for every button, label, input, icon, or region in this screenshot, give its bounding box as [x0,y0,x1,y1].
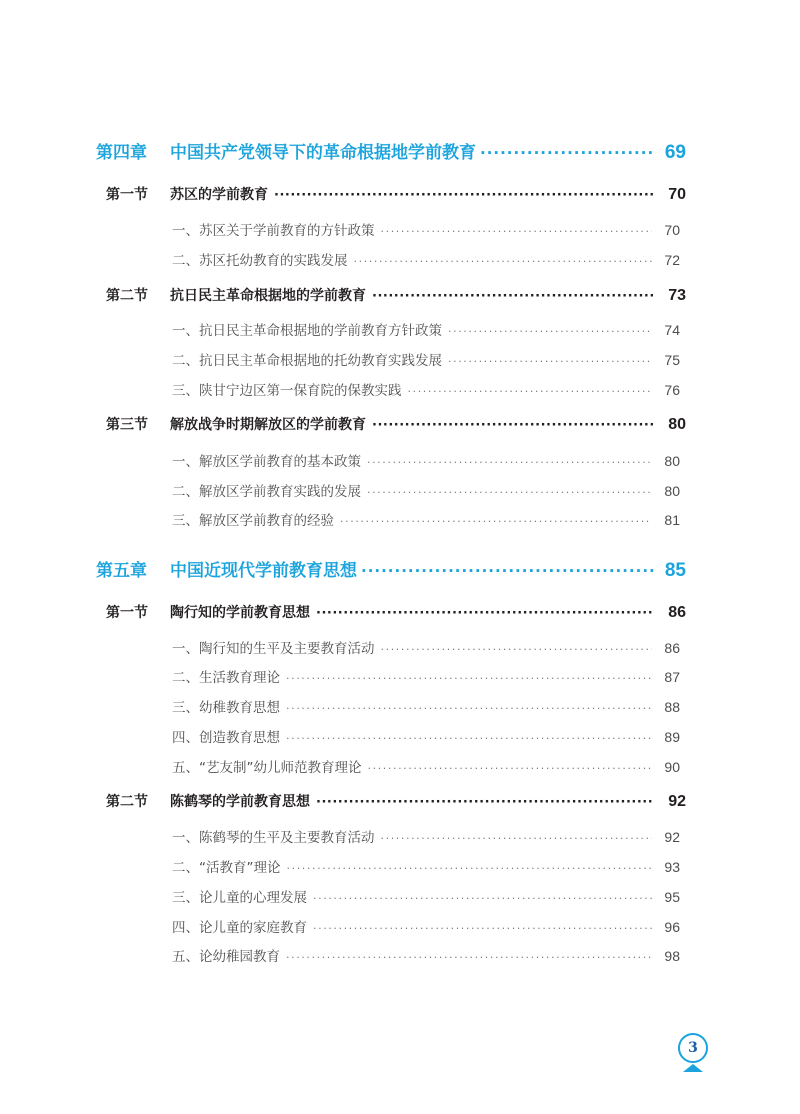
toc-section[interactable] [106,184,686,204]
toc-item[interactable] [172,916,680,936]
toc-item[interactable] [172,826,680,846]
page-ref: 76 [664,382,680,398]
dot-leader [340,515,652,528]
dot-leader [408,385,653,398]
dot-leader [287,862,653,875]
page-ref: 73 [668,287,686,304]
dot-leader [313,922,652,935]
toc-chapter-5[interactable] [96,556,686,582]
section-label: 第二节 [106,794,148,810]
dot-leader [448,355,652,368]
dot-leader [480,144,654,162]
toc-item[interactable] [172,509,680,529]
dot-leader [372,289,654,304]
chapter-title: 中国近现代学前教育思想 [170,561,357,581]
page-ref: 86 [664,640,680,656]
item-title: 五、“艺友制”幼儿师范教育理论 [172,760,362,776]
toc-section[interactable] [106,602,686,622]
section-label: 第三节 [106,417,148,433]
page-ref: 80 [664,483,680,499]
page-ref: 96 [664,919,680,935]
dot-leader [367,456,652,469]
item-title: 一、陶行知的生平及主要教育活动 [172,641,375,657]
page-ref: 72 [664,252,680,268]
toc-item[interactable] [172,379,680,399]
dot-leader [316,606,654,621]
toc-item[interactable] [172,726,680,746]
dot-leader [286,702,652,715]
toc-item[interactable] [172,450,680,470]
toc-chapter-4[interactable] [96,138,686,164]
section-label: 第二节 [106,288,148,304]
toc-item[interactable] [172,249,680,269]
item-title: 三、陕甘宁边区第一保育院的保教实践 [172,383,402,399]
section-title: 抗日民主革命根据地的学前教育 [170,288,366,304]
page-ref: 70 [668,186,686,203]
item-title: 三、论儿童的心理发展 [172,890,307,906]
dot-leader [316,795,654,810]
page-ref: 87 [664,669,680,685]
dot-leader [381,225,653,238]
dot-leader [286,672,652,685]
dot-leader [381,643,653,656]
dot-leader [368,762,653,775]
chapter-label: 第五章 [96,561,147,581]
dot-leader [274,188,654,203]
toc-item[interactable] [172,945,680,965]
page-ref: 85 [664,560,686,581]
page-ref: 80 [664,453,680,469]
item-title: 四、创造教育思想 [172,730,280,746]
page-marker-bar [686,1070,700,1072]
dot-leader [367,486,652,499]
toc-item[interactable] [172,666,680,686]
page-ref: 81 [664,512,680,528]
page-ref: 74 [664,322,680,338]
page-ref: 75 [664,352,680,368]
chapter-title: 中国共产党领导下的革命根据地学前教育 [170,143,476,163]
dot-leader [286,951,652,964]
item-title: 一、抗日民主革命根据地的学前教育方针政策 [172,323,442,339]
item-title: 四、论儿童的家庭教育 [172,920,307,936]
page-number-badge [678,1033,708,1063]
toc-item[interactable] [172,637,680,657]
item-title: 二、“活教育”理论 [172,860,281,876]
toc-section[interactable] [106,285,686,305]
toc-item[interactable] [172,696,680,716]
page-ref: 95 [664,889,680,905]
item-title: 三、幼稚教育思想 [172,700,280,716]
toc-item[interactable] [172,756,680,776]
dot-leader [372,418,654,433]
page-ref: 80 [668,416,686,433]
item-title: 二、抗日民主革命根据地的托幼教育实践发展 [172,353,442,369]
chapter-label: 第四章 [96,143,147,163]
page-ref: 98 [664,948,680,964]
dot-leader [381,832,653,845]
toc-item[interactable] [172,856,680,876]
section-title: 陈鹤琴的学前教育思想 [170,794,310,810]
page-ref: 89 [664,729,680,745]
page-number: 3 [688,1040,698,1056]
page-ref: 90 [664,759,680,775]
page-ref: 86 [668,604,686,621]
page-ref: 93 [664,859,680,875]
toc-item[interactable] [172,349,680,369]
toc-item[interactable] [172,886,680,906]
toc-item[interactable] [172,219,680,239]
item-title: 一、解放区学前教育的基本政策 [172,454,361,470]
item-title: 二、苏区托幼教育的实践发展 [172,253,348,269]
toc-item[interactable] [172,480,680,500]
section-title: 解放战争时期解放区的学前教育 [170,417,366,433]
page-ref: 88 [664,699,680,715]
section-label: 第一节 [106,605,148,621]
section-title: 苏区的学前教育 [170,187,268,203]
page-ref: 92 [668,793,686,810]
dot-leader [354,255,653,268]
item-title: 二、生活教育理论 [172,670,280,686]
page-ref: 70 [664,222,680,238]
item-title: 一、苏区关于学前教育的方针政策 [172,223,375,239]
toc-item[interactable] [172,319,680,339]
item-title: 三、解放区学前教育的经验 [172,513,334,529]
toc-section[interactable] [106,791,686,811]
dot-leader [361,562,654,580]
page-ref: 69 [664,142,686,163]
dot-leader [313,892,652,905]
item-title: 五、论幼稚园教育 [172,949,280,965]
toc-section[interactable] [106,414,686,434]
section-label: 第一节 [106,187,148,203]
section-title: 陶行知的学前教育思想 [170,605,310,621]
dot-leader [448,325,652,338]
item-title: 一、陈鹤琴的生平及主要教育活动 [172,830,375,846]
dot-leader [286,732,652,745]
item-title: 二、解放区学前教育实践的发展 [172,484,361,500]
page-ref: 92 [664,829,680,845]
